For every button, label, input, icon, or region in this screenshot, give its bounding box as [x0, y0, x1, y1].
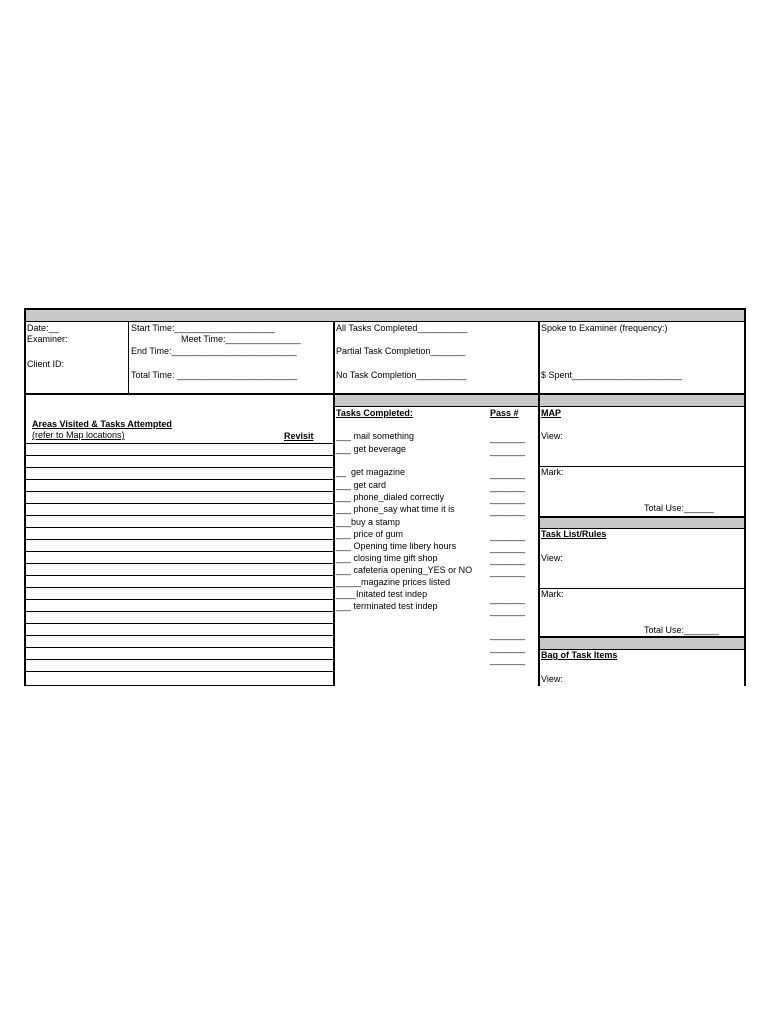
pass-number-blank[interactable]: _______ — [490, 543, 526, 553]
end-time-field[interactable]: End Time:_________________________ — [131, 346, 297, 356]
area-entry-line[interactable] — [25, 551, 333, 552]
task-list-view-bottom — [539, 588, 745, 589]
pass-number-blank[interactable]: _______ — [490, 567, 526, 577]
spoke-to-examiner-field[interactable]: Spoke to Examiner (frequency:) — [541, 323, 668, 333]
task-item[interactable]: ___ terminated test indep — [336, 601, 438, 611]
task-item[interactable]: ___ phone_dialed correctly — [336, 492, 445, 502]
pass-number-blank[interactable]: _______ — [490, 606, 526, 616]
task-item[interactable]: ____Initated test indep — [336, 589, 428, 599]
frame-left — [24, 308, 26, 686]
frame-top — [24, 308, 746, 310]
area-entry-line[interactable] — [25, 491, 333, 492]
pass-number-blank[interactable]: _______ — [490, 555, 526, 565]
pass-heading: Pass # — [490, 408, 519, 418]
area-entry-line[interactable] — [25, 587, 333, 588]
pass-number-blank[interactable]: _______ — [490, 506, 526, 516]
bag-view-field[interactable]: View: — [541, 674, 563, 684]
bag-title: Bag of Task Items — [541, 650, 618, 660]
area-entry-line[interactable] — [25, 659, 333, 660]
task-list-title: Task List/Rules — [541, 529, 607, 539]
client-id-field[interactable]: Client ID: — [27, 359, 65, 369]
header-bar-bottom — [24, 321, 746, 322]
meet-time-field[interactable]: Meet Time:_______________ — [181, 334, 301, 344]
area-entry-line[interactable] — [25, 467, 333, 468]
pass-number-blank[interactable]: _______ — [490, 469, 526, 479]
pass-number-blank[interactable]: _______ — [490, 594, 526, 604]
area-entry-line[interactable] — [25, 685, 333, 686]
area-entry-line[interactable] — [25, 539, 333, 540]
area-entry-line[interactable] — [25, 599, 333, 600]
col-divider-2 — [333, 321, 335, 686]
task-item[interactable]: ___ Opening time libery hours — [336, 541, 457, 551]
map-view-field[interactable]: View: — [541, 431, 563, 441]
task-item[interactable]: ___ get beverage — [336, 444, 407, 454]
date-field[interactable]: Date:__ — [27, 323, 59, 333]
pass-number-blank[interactable]: _______ — [490, 643, 526, 653]
area-entry-line[interactable] — [25, 515, 333, 516]
area-entry-line[interactable] — [25, 443, 333, 444]
pass-number-blank[interactable]: _______ — [490, 446, 526, 456]
task-list-total-use-field[interactable]: Total Use:_______ — [644, 625, 720, 635]
task-item[interactable]: ___ get card — [336, 480, 387, 490]
all-tasks-field[interactable]: All Tasks Completed__________ — [336, 323, 468, 333]
pass-number-blank[interactable]: _______ — [490, 630, 526, 640]
task-item[interactable]: ___ phone_say what time it is — [336, 504, 455, 514]
task-item[interactable]: _____magazine prices listed — [336, 577, 451, 587]
map-view-bottom — [539, 466, 745, 467]
areas-title — [27, 408, 172, 441]
task-list-view-field[interactable]: View: — [541, 553, 563, 563]
tasks-completed-heading: Tasks Completed: — [336, 408, 413, 418]
task-item[interactable]: ___ cafeteria opening_YES or NO — [336, 565, 473, 575]
tasks-bar-bottom — [334, 406, 745, 407]
map-total-use-field[interactable]: Total Use:______ — [644, 503, 715, 513]
task-list-mark-field[interactable]: Mark: — [541, 589, 564, 599]
area-entry-line[interactable] — [25, 635, 333, 636]
spent-field[interactable]: $ Spent______________________ — [541, 370, 683, 380]
area-entry-line[interactable] — [25, 527, 333, 528]
total-time-field[interactable]: Total Time: ________________________ — [131, 370, 298, 380]
areas-title-note: (refer to Map locations) — [32, 430, 125, 440]
revisit-label: Revisit — [284, 431, 314, 441]
pass-number-blank[interactable]: _______ — [490, 655, 526, 665]
area-entry-line[interactable] — [25, 563, 333, 564]
task-item[interactable]: ___buy a stamp — [336, 517, 401, 527]
area-entry-line[interactable] — [25, 455, 333, 456]
map-title: MAP — [541, 408, 561, 418]
pass-number-blank[interactable]: _______ — [490, 482, 526, 492]
area-entry-line[interactable] — [25, 503, 333, 504]
pass-number-blank[interactable]: _______ — [490, 494, 526, 504]
area-entry-line[interactable] — [25, 647, 333, 648]
frame-right — [744, 308, 746, 686]
map-mark-field[interactable]: Mark: — [541, 467, 564, 477]
areas-title-bold: Areas Visited & Tasks Attempted — [32, 419, 172, 429]
pass-number-blank[interactable]: _______ — [490, 531, 526, 541]
task-list-section-bottom — [539, 636, 745, 638]
map-section-bottom — [539, 516, 745, 518]
task-item[interactable]: __ get magazine — [336, 467, 406, 477]
area-entry-line[interactable] — [25, 479, 333, 480]
area-entry-line[interactable] — [25, 671, 333, 672]
header-section-bottom — [24, 393, 746, 395]
col-divider-3 — [538, 321, 540, 686]
partial-tasks-field[interactable]: Partial Task Completion_______ — [336, 346, 466, 356]
col-divider-1 — [128, 321, 129, 393]
task-item[interactable]: ___ mail something — [336, 431, 415, 441]
start-time-field[interactable]: Start Time:____________________ — [131, 323, 275, 333]
area-entry-line[interactable] — [25, 611, 333, 612]
bag-header-bar — [539, 637, 745, 649]
no-task-field[interactable]: No Task Completion__________ — [336, 370, 467, 380]
examiner-field[interactable]: Examiner: — [27, 334, 68, 344]
area-entry-line[interactable] — [25, 623, 333, 624]
pass-number-blank[interactable]: _______ — [490, 433, 526, 443]
task-item[interactable]: ___ closing time gift shop — [336, 553, 438, 563]
task-item[interactable]: ___ price of gum — [336, 529, 404, 539]
area-entry-line[interactable] — [25, 575, 333, 576]
